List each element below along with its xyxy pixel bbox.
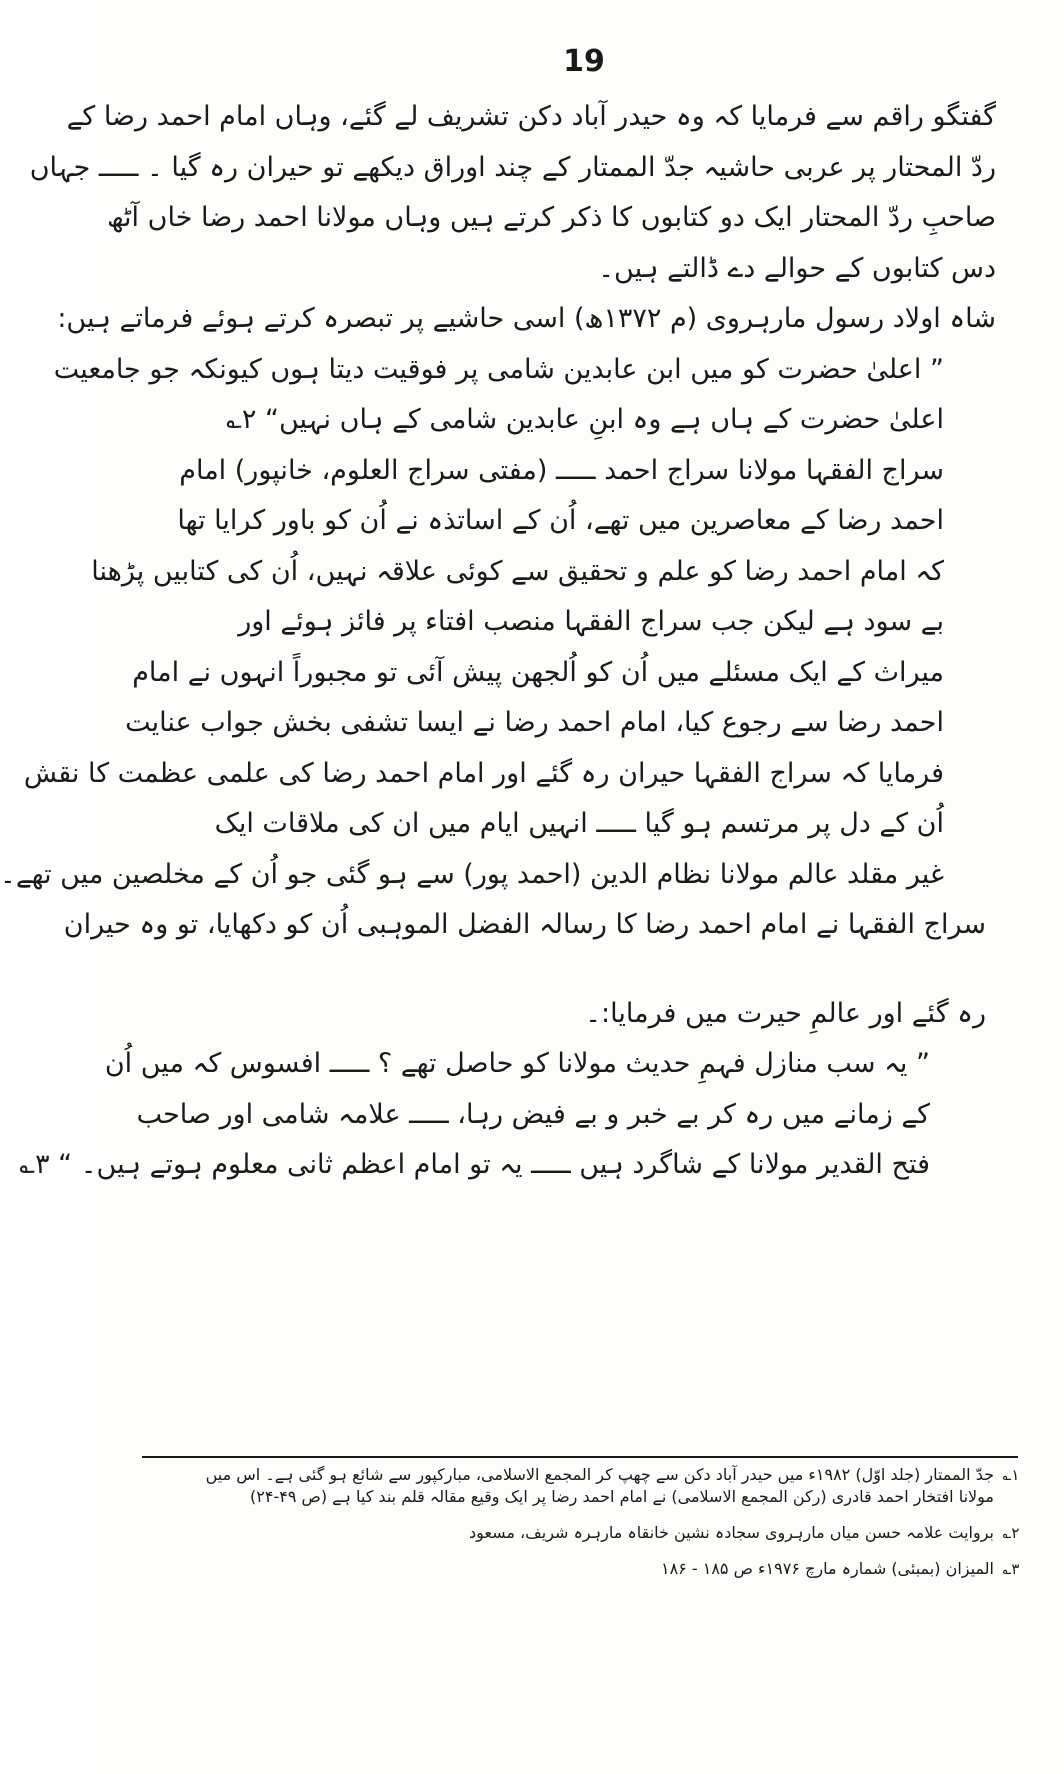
quote-line: اعلیٰ حضرت کے ہاں ہے وہ ابنِ عابدین شامی کے ہاں نہیں“ ۲؎	[226, 404, 944, 435]
quote-line: فتح القدیر مولانا کے شاگرد ہیں ـــــ یہ تو امام اعظم ثانی معلوم ہوتے ہیں۔ “ ۳؎	[19, 1149, 930, 1180]
text-line: صاحبِ ردّ المحتار ایک دو کتابوں کا ذکر کرتے ہیں وہاں مولانا احمد رضا خاں آٹھ	[106, 202, 996, 233]
text-line: رہ گئے اور عالمِ حیرت میں فرمایا:۔	[585, 997, 986, 1029]
page-number: 19	[563, 44, 605, 79]
main-text	[0, 92, 996, 1191]
quote-line: ” اعلیٰ حضرت کو میں ابن عابدین شامی پر فوقیت دیتا ہوں کیونکہ جو جامعیت	[53, 353, 944, 385]
quote-line: کے زمانے میں رہ کر بے خبر و بے فیض رہا، ـــــ علامہ شامی اور صاحب	[136, 1098, 930, 1130]
footnote-line: بروایت علامہ حسن میاں مارہروی سجادہ نشین خانقاہ مارہرہ شریف، مسعود	[468, 1523, 994, 1542]
text-line: احمد رضا کے معاصرین میں تھے، اُن کے اساتذہ نے اُن کو باور کرایا تھا	[177, 505, 944, 536]
footnote-marker: ۱؎	[1002, 1466, 1020, 1484]
text-line: احمد رضا سے رجوع کیا، امام احمد رضا نے ایسا تشفی بخش جواب عنایت	[125, 707, 944, 738]
footnote	[136, 1558, 1028, 1580]
text-line: غیر مقلد عالم مولانا نظام الدین (احمد پور) سے ہو گئی جو اُن کے مخلصین میں تھے۔	[0, 858, 944, 890]
footnote-text	[136, 1522, 994, 1544]
footnote-line: المیزان (بمبئی) شمارہ مارچ ۱۹۷۶ء ص ۱۸۵ - ۱۸۶	[660, 1559, 994, 1578]
footnote-line: جدّ الممتار (جلد اوّل) ۱۹۸۲ء میں حیدر آباد دکن سے چھپ کر المجمع الاسلامی، مبارکپور سے شائع ہو گئی ہے۔ اس میں	[205, 1465, 994, 1484]
footnotes	[136, 1464, 1028, 1594]
paragraph-gap	[156, 951, 996, 989]
text-line: شاہ اولاد رسول مارہروی (م ۱۳۷۲ھ) اسی حاشیے پر تبصرہ کرتے ہوئے فرماتے ہیں:	[57, 303, 996, 334]
text-line: میراث کے ایک مسئلے میں اُن کو اُلجھن پیش آئی تو مجبوراً انہوں نے امام	[132, 656, 944, 688]
footnote	[136, 1464, 1028, 1508]
footnote-text	[136, 1558, 994, 1580]
text-line: سراج الفقہا نے امام احمد رضا کا رسالہ الفضل الموہبی اُن کو دکھایا، تو وہ حیران	[63, 909, 986, 940]
footnote-text	[136, 1464, 994, 1508]
text-line: اُن کے دل پر مرتسم ہو گیا ـــــ انہیں ایام میں ان کی ملاقات ایک	[214, 808, 944, 839]
text-line: ردّ المحتار پر عربی حاشیہ جدّ الممتار کے چند اوراق دیکھے تو حیران رہ گیا ۔ ـــــ جہاں	[29, 151, 996, 183]
text-line: بے سود ہے لیکن جب سراج الفقہا منصب افتاء پر فائز ہوئے اور	[238, 606, 944, 637]
text-line: کہ امام احمد رضا کو علم و تحقیق سے کوئی علاقہ نہیں، اُن کی کتابیں پڑھنا	[91, 555, 944, 587]
text-line: سراج الفقہا مولانا سراج احمد ـــــ (مفتی سراج العلوم، خانپور) امام	[179, 454, 944, 486]
text-line: فرمایا کہ سراج الفقہا حیران رہ گئے اور امام احمد رضا کی علمی عظمت کا نقش	[23, 757, 944, 789]
quote-line: ” یہ سب منازل فہمِ حدیث مولانا کو حاصل تھے ؟ ـــــ افسوس کہ میں اُن	[104, 1048, 930, 1079]
footnote-divider	[142, 1456, 1018, 1458]
footnote-marker: ۳؎	[1002, 1560, 1020, 1578]
footnote-marker: ۲؎	[1002, 1524, 1020, 1542]
footnote	[136, 1522, 1028, 1544]
text-line: دس کتابوں کے حوالے دے ڈالتے ہیں۔	[598, 252, 996, 284]
footnote-line: مولانا افتخار احمد قادری (رکن المجمع الاسلامی) نے امام احمد رضا پر ایک وقیع مقالہ قلم بند کیا ہے (ص ۴۹-۲۴)	[250, 1487, 994, 1506]
text-line: گفتگو راقم سے فرمایا کہ وہ حیدر آباد دکن تشریف لے گئے، وہاں امام احمد رضا کے	[66, 101, 996, 132]
